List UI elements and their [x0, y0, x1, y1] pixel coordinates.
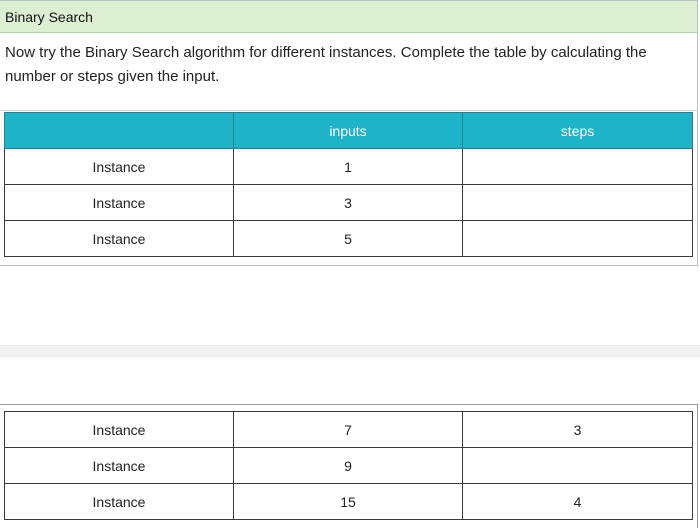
- instance-label: Instance: [5, 484, 234, 520]
- table-row: [5, 185, 693, 221]
- steps-input-cell[interactable]: [463, 448, 693, 484]
- steps-input-cell[interactable]: [463, 221, 693, 257]
- card-title: Binary Search: [5, 8, 93, 25]
- steps-table-top: [4, 112, 693, 257]
- table-row: [5, 149, 693, 185]
- table-row: [5, 221, 693, 257]
- instance-label: Instance: [5, 221, 234, 257]
- table-header-row: [5, 113, 693, 149]
- steps-input-cell[interactable]: 4: [463, 484, 693, 520]
- card-header: [0, 1, 697, 33]
- steps-input-cell[interactable]: [463, 149, 693, 185]
- table-row: [5, 448, 693, 484]
- input-value: 9: [234, 448, 463, 484]
- input-value: 7: [234, 412, 463, 448]
- input-value: 1: [234, 149, 463, 185]
- section-divider: [0, 345, 700, 357]
- instance-label: Instance: [5, 412, 234, 448]
- header-cell-steps: steps: [463, 113, 693, 149]
- input-value: 3: [234, 185, 463, 221]
- instance-label: Instance: [5, 149, 234, 185]
- instructions-text: Now try the Binary Search algorithm for different instances. Complete the table by calculating the number or steps given the input.: [0, 33, 697, 111]
- instance-label: Instance: [5, 448, 234, 484]
- table-row: [5, 484, 693, 520]
- input-value: 5: [234, 221, 463, 257]
- steps-table-bottom: [4, 411, 693, 520]
- input-value: 15: [234, 484, 463, 520]
- header-cell-inputs: inputs: [234, 113, 463, 149]
- instance-label: Instance: [5, 185, 234, 221]
- header-cell-blank: [5, 113, 234, 149]
- steps-input-cell[interactable]: [463, 185, 693, 221]
- steps-input-cell[interactable]: 3: [463, 412, 693, 448]
- table-row: [5, 412, 693, 448]
